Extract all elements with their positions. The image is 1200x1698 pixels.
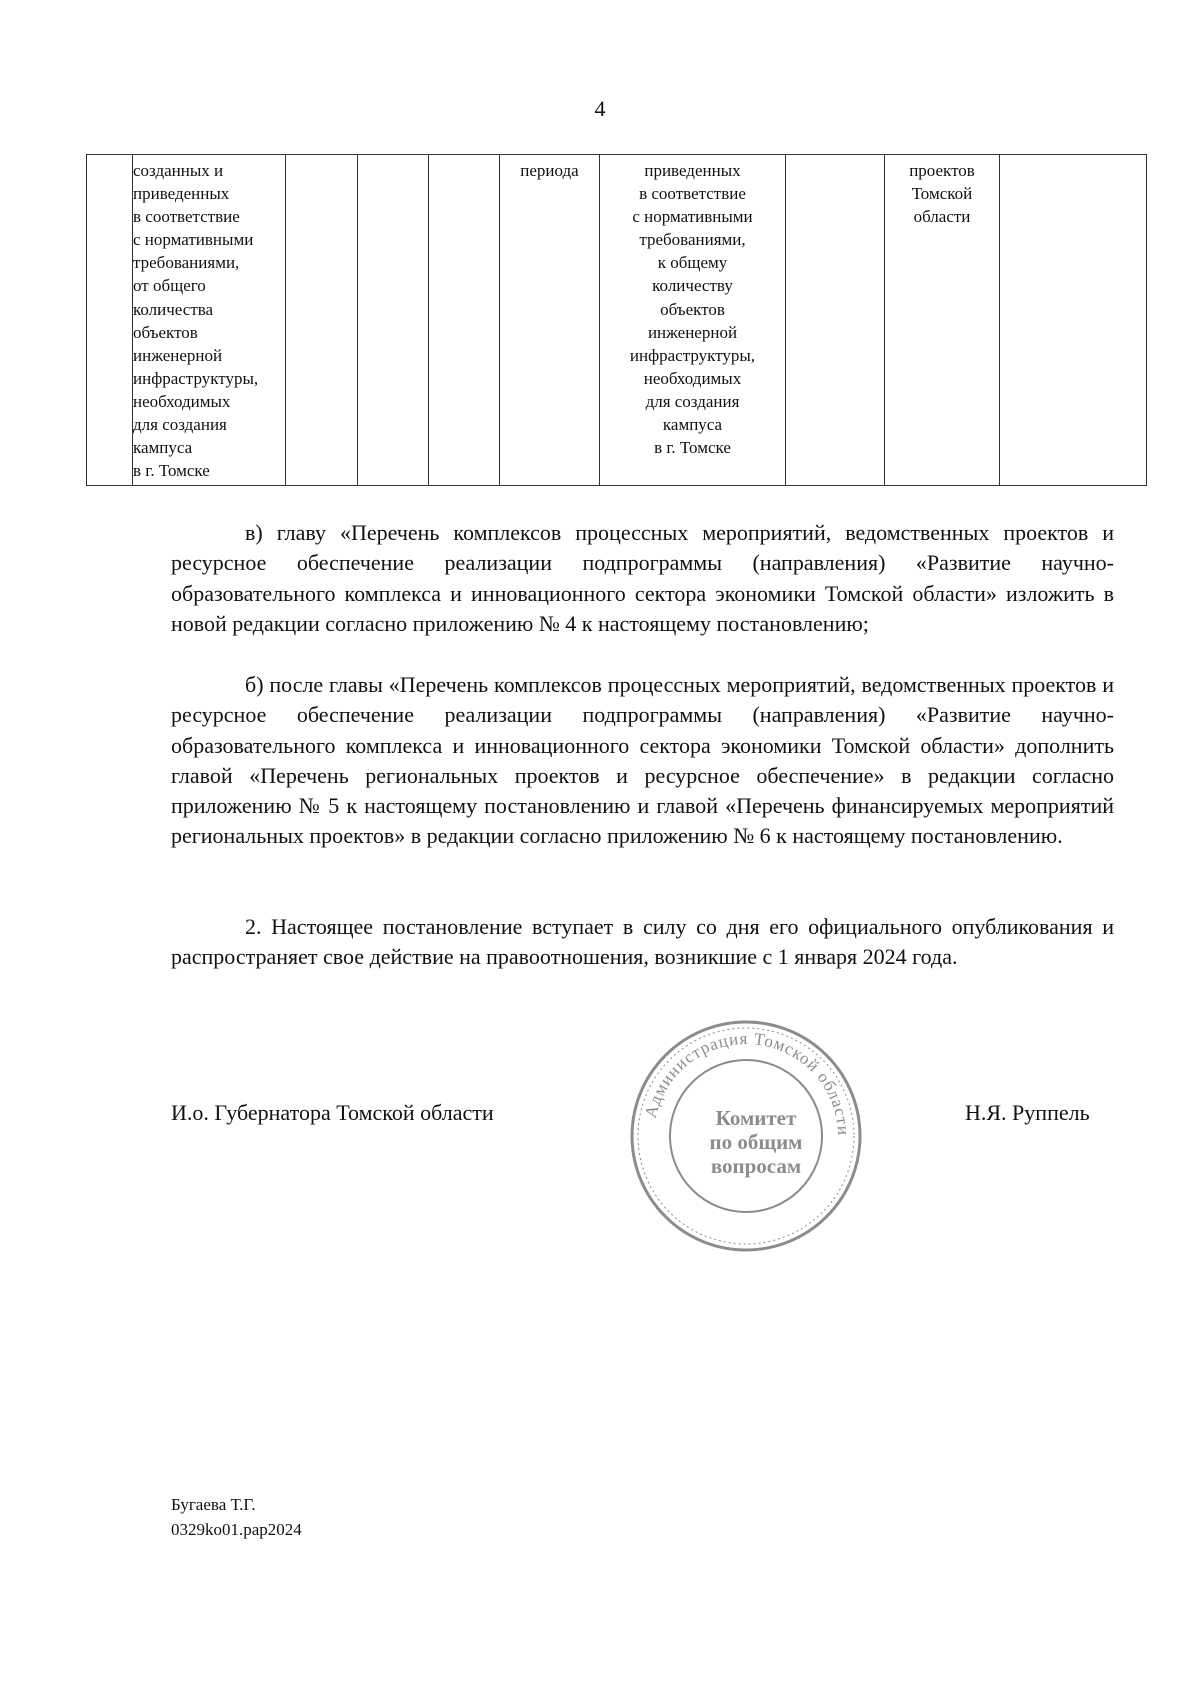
table-cell [600, 155, 786, 486]
table-cell [358, 155, 429, 486]
paragraph-amendment-v: в) главу «Перечень комплексов процессных мероприятий, ведомственных проектов и ресурсное обеспечение реализации подпрограммы (направления) «Развитие научно-образовательного комплекса и инновационного сектора экономики Томской области» изложить в новой редакции согласно приложению № 4 к настоящему постановлению; [171, 520, 1114, 636]
stamp-line-3: вопросам [710, 1154, 802, 1178]
table-cell-line: инфраструктуры, [629, 345, 756, 365]
table-cell-line: от общего [133, 276, 206, 296]
continuation-table [86, 154, 1147, 486]
table-cell-line: области [913, 207, 971, 227]
table-cell [885, 155, 1000, 486]
page-number: 4 [594, 96, 606, 121]
table-cell-line: в г. Томске [133, 461, 210, 481]
table-cell-line: необходимых [133, 391, 231, 411]
signatory-position: И.о. Губернатора Томской области [171, 1100, 494, 1125]
table-cell-line: объектов [660, 299, 725, 319]
table-cell-line: инженерной [647, 322, 738, 342]
table-cell-line: приведенных [133, 184, 230, 204]
table-cell [786, 155, 885, 486]
table-cell-line: инфраструктуры, [133, 368, 259, 388]
table-cell-line: приведенных [644, 161, 741, 180]
table-cell-line: с нормативными [133, 230, 254, 250]
table-cell [87, 155, 133, 486]
table-cell-line: в соответствие [639, 184, 746, 204]
table-cell-line: в соответствие [133, 207, 240, 227]
table-cell-line: Томской [911, 184, 973, 204]
table-cell-line: количеству [652, 276, 733, 296]
stamp-ring-text: Администрация Томской области [640, 1028, 854, 1137]
table-cell-line: необходимых [643, 368, 742, 388]
paragraph-effective-date: 2. Настоящее постановление вступает в силу со дня его официального опубликования и распространяет свое действие на правоотношения, возникшие с 1 января 2024 года. [171, 914, 1114, 970]
table-cell [133, 155, 286, 486]
stamp-line-2: по общим [709, 1130, 803, 1154]
table-cell-line: созданных и [133, 161, 224, 180]
table-cell [429, 155, 500, 486]
executor-name: Бугаева Т.Г. [171, 1495, 256, 1514]
table-cell-line: для создания [645, 391, 740, 411]
table-cell-line: в г. Томске [654, 438, 731, 458]
table-cell [286, 155, 358, 486]
file-code: 0329ko01.pap2024 [171, 1520, 302, 1539]
table-cell-line: инженерной [133, 345, 223, 365]
table-cell-line: кампуса [662, 415, 723, 435]
table-row [87, 155, 1147, 486]
stamp-line-1: Комитет [715, 1106, 797, 1130]
table-cell-line: требованиями, [133, 253, 240, 273]
signatory-name: Н.Я. Руппель [965, 1100, 1090, 1125]
table-cell-line: периода [520, 161, 579, 180]
table-cell [1000, 155, 1147, 486]
table-cell-line: кампуса [133, 438, 193, 458]
table-cell [500, 155, 600, 486]
table-cell-line: проектов [909, 161, 975, 180]
table-cell-line: требованиями, [639, 230, 746, 250]
table-cell-line: количества [133, 299, 214, 319]
table-cell-line: для создания [133, 415, 227, 435]
paragraph-amendment-b: б) после главы «Перечень комплексов процессных мероприятий, ведомственных проектов и ресурсное обеспечение реализации подпрограммы (направления) «Развитие научно-образовательного комплекса и инновационного сектора экономики Томской области» дополнить главой «Перечень региональных проектов и ресурсное обеспечение» в редакции согласно приложению № 5 к настоящему постановлению и главой «Перечень финансируемых мероприятий региональных проектов» в редакции согласно приложению № 6 к настоящему постановлению. [171, 672, 1114, 849]
official-stamp [628, 1018, 864, 1254]
table-cell-line: объектов [133, 322, 198, 342]
table-cell-line: с нормативными [632, 207, 753, 227]
table-cell-line: к общему [657, 253, 728, 273]
